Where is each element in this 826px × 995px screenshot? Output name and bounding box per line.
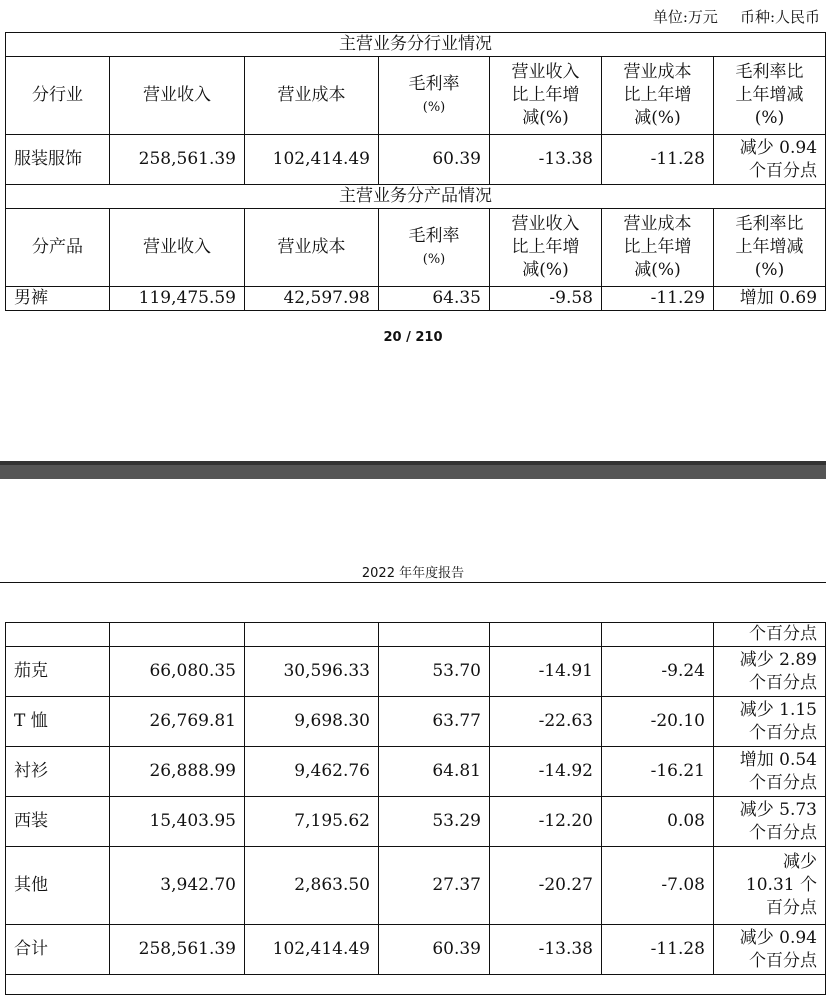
cell-mc-l2: 个百分点 xyxy=(749,672,817,693)
cell-cost: 102,414.49 xyxy=(245,135,379,185)
section-title-product: 主营业务分产品情况 xyxy=(6,185,826,209)
header-rc-l3: 减(%) xyxy=(522,108,569,128)
header-cost: 营业成本 xyxy=(245,57,379,135)
cell-name: 茄克 xyxy=(6,647,110,697)
cell-cost-change: -16.21 xyxy=(602,747,714,797)
cell-revenue: 258,561.39 xyxy=(110,135,245,185)
header-gross-margin xyxy=(379,209,490,287)
cell-mc-l1: 减少 1.15 xyxy=(739,699,817,720)
cell-margin-change xyxy=(714,847,826,925)
header-mc-l2: 上年增减 xyxy=(735,85,804,105)
table-row xyxy=(6,697,826,747)
cell-margin-change xyxy=(714,135,826,185)
cell-name: 合计 xyxy=(6,925,110,975)
header-gm-l2: (%) xyxy=(422,251,446,267)
cell-cost: 30,596.33 xyxy=(245,647,379,697)
header-cc-l2: 比上年增 xyxy=(623,85,692,105)
currency-label: 币种:人民币 xyxy=(739,8,820,26)
cell-mc-l1: 减少 xyxy=(783,852,817,872)
cell-mc-l1: 减少 0.94 xyxy=(739,927,817,948)
cut-off-row xyxy=(6,975,826,995)
cell-revenue-change: -13.38 xyxy=(490,925,602,975)
cell-gross-margin: 60.39 xyxy=(379,925,490,975)
header-cost-change xyxy=(602,57,714,135)
cell-empty xyxy=(6,623,110,647)
cell-margin-change xyxy=(714,647,826,697)
cell-revenue: 26,888.99 xyxy=(110,747,245,797)
header-rc-l2: 比上年增 xyxy=(511,85,580,105)
page-gap-bar xyxy=(0,461,826,479)
header-gm-l1: 毛利率 xyxy=(408,73,460,94)
header-cc-l3: 减(%) xyxy=(634,108,681,128)
cell-empty xyxy=(110,623,245,647)
cell-mc-l1: 增加 0.54 xyxy=(739,749,817,770)
header-mc-l1: 毛利率比 xyxy=(735,62,804,82)
cell-empty xyxy=(490,623,602,647)
cell-name: T 恤 xyxy=(6,697,110,747)
header-mc-l2: 上年增减 xyxy=(735,237,804,257)
cell-cost: 9,462.76 xyxy=(245,747,379,797)
cell-cost-change: -11.28 xyxy=(602,925,714,975)
cell-name: 其他 xyxy=(6,847,110,925)
cell-revenue-change: -13.38 xyxy=(490,135,602,185)
cell-name: 衬衫 xyxy=(6,747,110,797)
header-rule xyxy=(0,582,826,583)
cell-mc-l1: 减少 0.94 xyxy=(739,137,818,158)
cell-mc-l2: 个百分点 xyxy=(749,772,817,793)
cell-cost-change: -7.08 xyxy=(602,847,714,925)
header-rc-l1: 营业收入 xyxy=(511,62,580,82)
header-cc-l1: 营业成本 xyxy=(623,62,692,82)
header-row-product xyxy=(6,209,826,287)
cell-gross-margin: 27.37 xyxy=(379,847,490,925)
header-cost-change xyxy=(602,209,714,287)
cell-revenue-change: -9.58 xyxy=(490,287,602,311)
cell-revenue: 3,942.70 xyxy=(110,847,245,925)
cell-margin-change xyxy=(714,747,826,797)
cell-mc-l1: 减少 5.73 xyxy=(739,799,817,820)
table-row-product-first xyxy=(6,287,826,311)
table-row-continuation xyxy=(6,623,826,647)
cell-gross-margin: 64.81 xyxy=(379,747,490,797)
cell-name: 服装服饰 xyxy=(6,135,110,185)
header-mc-l1: 毛利率比 xyxy=(735,214,804,234)
cell-cost-change: 0.08 xyxy=(602,797,714,847)
header-cc-l2: 比上年增 xyxy=(623,237,692,257)
cell-margin-change: 增加 0.69 xyxy=(714,287,826,311)
cell-margin-change xyxy=(714,925,826,975)
cell-mc-l2: 个百分点 xyxy=(749,822,817,843)
header-revenue: 营业收入 xyxy=(110,209,245,287)
cell-gross-margin: 60.39 xyxy=(379,135,490,185)
cell-mc-l3: 百分点 xyxy=(766,898,817,918)
cell-revenue: 66,080.35 xyxy=(110,647,245,697)
cell-revenue: 258,561.39 xyxy=(110,925,245,975)
cell-mc-l2: 个百分点 xyxy=(749,160,818,181)
cell-revenue: 26,769.81 xyxy=(110,697,245,747)
cell-gross-margin: 53.70 xyxy=(379,647,490,697)
header-gm-l1: 毛利率 xyxy=(408,225,460,246)
header-margin-change xyxy=(714,209,826,287)
header-row-industry xyxy=(6,57,826,135)
header-industry: 分行业 xyxy=(6,57,110,135)
cell-name: 男裤 xyxy=(6,287,110,311)
header-revenue-change xyxy=(490,57,602,135)
table-row-total xyxy=(6,925,826,975)
cell-mc-l1: 减少 2.89 xyxy=(739,649,817,670)
cell-gross-margin: 63.77 xyxy=(379,697,490,747)
table-row-cut-off xyxy=(6,975,826,995)
table-row-industry xyxy=(6,135,826,185)
cell-cost: 7,195.62 xyxy=(245,797,379,847)
cell-empty xyxy=(602,623,714,647)
cell-name: 西装 xyxy=(6,797,110,847)
segment-table-page-21 xyxy=(5,622,826,995)
cell-cost-change: -20.10 xyxy=(602,697,714,747)
cell-margin-change: 个百分点 xyxy=(714,623,826,647)
cell-gross-margin: 53.29 xyxy=(379,797,490,847)
cell-cost-change: -11.28 xyxy=(602,135,714,185)
section-title-industry: 主营业务分行业情况 xyxy=(6,33,826,57)
cell-cost: 42,597.98 xyxy=(245,287,379,311)
unit-currency-note xyxy=(653,6,820,27)
cell-cost: 102,414.49 xyxy=(245,925,379,975)
cell-mc-l2: 个百分点 xyxy=(749,722,817,743)
cell-gross-margin: 64.35 xyxy=(379,287,490,311)
cell-empty xyxy=(379,623,490,647)
header-gm-l2: (%) xyxy=(422,99,446,115)
cell-cost-change: -9.24 xyxy=(602,647,714,697)
cell-revenue: 119,475.59 xyxy=(110,287,245,311)
segment-table-page-20 xyxy=(5,32,826,311)
unit-label: 单位:万元 xyxy=(652,8,718,26)
cell-margin-change xyxy=(714,797,826,847)
cell-cost: 9,698.30 xyxy=(245,697,379,747)
header-margin-change xyxy=(714,57,826,135)
cell-revenue: 15,403.95 xyxy=(110,797,245,847)
cell-cost: 2,863.50 xyxy=(245,847,379,925)
cell-revenue-change: -22.63 xyxy=(490,697,602,747)
header-revenue-change xyxy=(490,209,602,287)
cell-empty xyxy=(245,623,379,647)
header-cc-l3: 减(%) xyxy=(634,260,681,280)
table-row xyxy=(6,647,826,697)
table-row xyxy=(6,747,826,797)
header-product: 分产品 xyxy=(6,209,110,287)
cell-revenue-change: -14.92 xyxy=(490,747,602,797)
header-rc-l1: 营业收入 xyxy=(511,214,580,234)
header-revenue: 营业收入 xyxy=(110,57,245,135)
header-rc-l3: 减(%) xyxy=(522,260,569,280)
cell-revenue-change: -12.20 xyxy=(490,797,602,847)
report-header: 2022 年年度报告 xyxy=(361,566,465,581)
cell-margin-change xyxy=(714,697,826,747)
cell-mc-l2: 个百分点 xyxy=(749,950,817,971)
cell-revenue-change: -14.91 xyxy=(490,647,602,697)
header-rc-l2: 比上年增 xyxy=(511,237,580,257)
header-mc-l3: (%) xyxy=(754,260,785,280)
cell-cost-change: -11.29 xyxy=(602,287,714,311)
cell-revenue-change: -20.27 xyxy=(490,847,602,925)
page-number: 20 / 210 xyxy=(383,330,443,345)
cell-mc-l2: 10.31 个 xyxy=(745,875,817,895)
table-row xyxy=(6,797,826,847)
header-gross-margin xyxy=(379,57,490,135)
table-row-other xyxy=(6,847,826,925)
header-cost: 营业成本 xyxy=(245,209,379,287)
header-mc-l3: (%) xyxy=(754,108,785,128)
header-cc-l1: 营业成本 xyxy=(623,214,692,234)
